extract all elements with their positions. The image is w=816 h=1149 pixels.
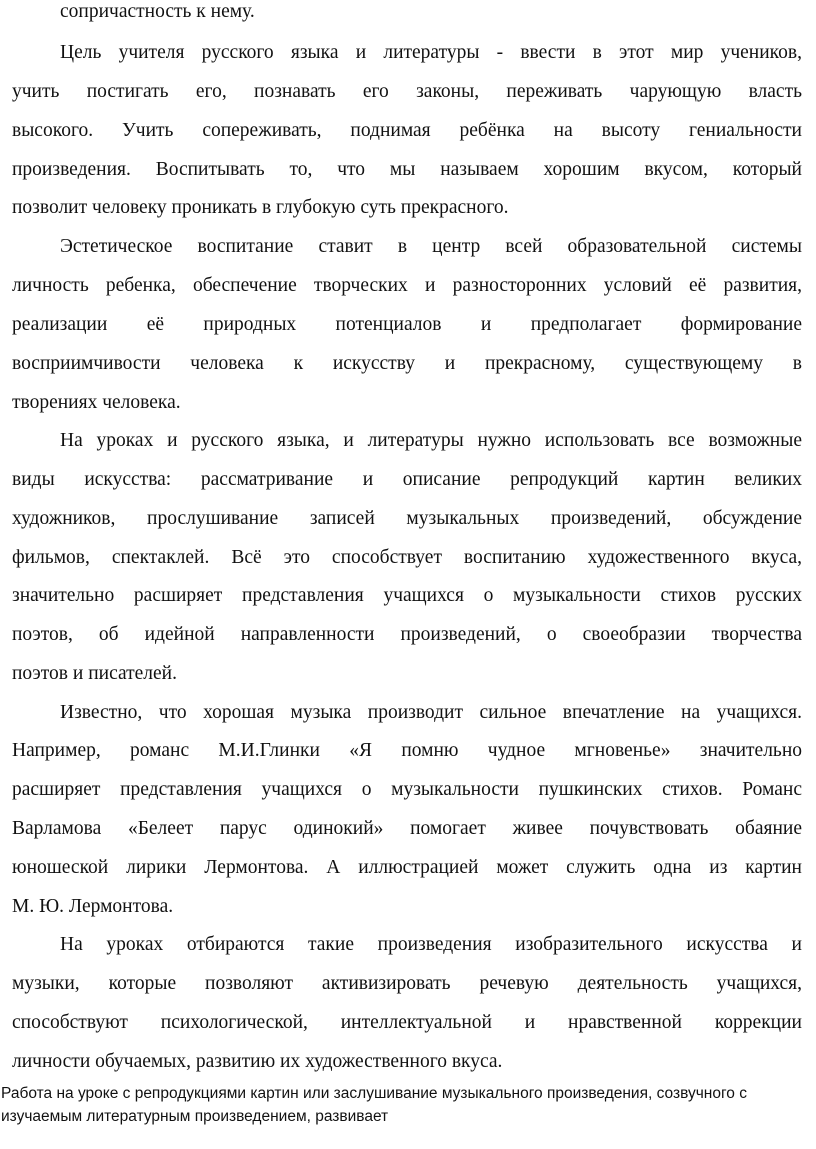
paragraph-line: личность ребенка, обеспечение творческих и разносторонних условий её развития,	[12, 275, 802, 296]
paragraph-line: позволит человеку проникать в глубокую суть прекрасного.	[12, 197, 509, 218]
paragraph-line: художников, прослушивание записей музыкальных произведений, обсуждение	[12, 508, 802, 529]
paragraph-line: реализации её природных потенциалов и предполагает формирование	[12, 314, 802, 335]
paragraph-line: Например, романс М.И.Глинки «Я помню чудное мгновенье» значительно	[12, 740, 802, 761]
paragraph-line: способствуют психологической, интеллектуальной и нравственной коррекции	[12, 1012, 802, 1033]
paragraph-line: виды искусства: рассматривание и описание репродукций картин великих	[12, 469, 802, 490]
paragraph-line: На уроках и русского языка, и литературы нужно использовать все возможные	[60, 430, 802, 451]
paragraph-line: учить постигать его, познавать его законы, переживать чарующую власть	[12, 81, 802, 102]
paragraph-line: Варламова «Белеет парус одинокий» помогает живее почувствовать обаяние	[12, 818, 802, 839]
paragraph-line: расширяет представления учащихся о музыкальности пушкинских стихов. Романс	[12, 779, 802, 800]
paragraph-line: музыки, которые позволяют активизировать речевую деятельность учащихся,	[12, 973, 802, 994]
paragraph-line: произведения. Воспитывать то, что мы называем хорошим вкусом, который	[12, 159, 802, 180]
footer-note-line: изучаемым литературным произведением, развивает	[1, 1108, 389, 1125]
paragraph-line: М. Ю. Лермонтова.	[12, 896, 174, 917]
paragraph-line: юношеской лирики Лермонтова. А иллюстрацией может служить одна из картин	[12, 857, 802, 878]
paragraph-line: Эстетическое воспитание ставит в центр всей образовательной системы	[60, 236, 802, 257]
paragraph-line: личности обучаемых, развитию их художественного вкуса.	[12, 1051, 503, 1072]
paragraph-line: поэтов и писателей.	[12, 663, 177, 684]
footer-note-line: Работа на уроке с репродукциями картин или заслушивание музыкального произведения, созвучного с	[1, 1085, 747, 1102]
paragraph-line: фильмов, спектаклей. Всё это способствует воспитанию художественного вкуса,	[12, 547, 802, 568]
paragraph-line: восприимчивости человека к искусству и прекрасному, существующему в	[12, 353, 802, 374]
paragraph-line: Цель учителя русского языка и литературы - ввести в этот мир учеников,	[60, 42, 802, 63]
paragraph-line: Известно, что хорошая музыка производит сильное впечатление на учащихся.	[60, 702, 802, 723]
paragraph-line: значительно расширяет представления учащихся о музыкальности стихов русских	[12, 585, 802, 606]
paragraph-line: сопричастность к нему.	[60, 1, 255, 22]
paragraph-line: высокого. Учить сопереживать, поднимая ребёнка на высоту гениальности	[12, 120, 802, 141]
paragraph-line: На уроках отбираются такие произведения изобразительного искусства и	[60, 934, 802, 955]
paragraph-line: поэтов, об идейной направленности произведений, о своеобразии творчества	[12, 624, 802, 645]
paragraph-line: творениях человека.	[12, 392, 181, 413]
